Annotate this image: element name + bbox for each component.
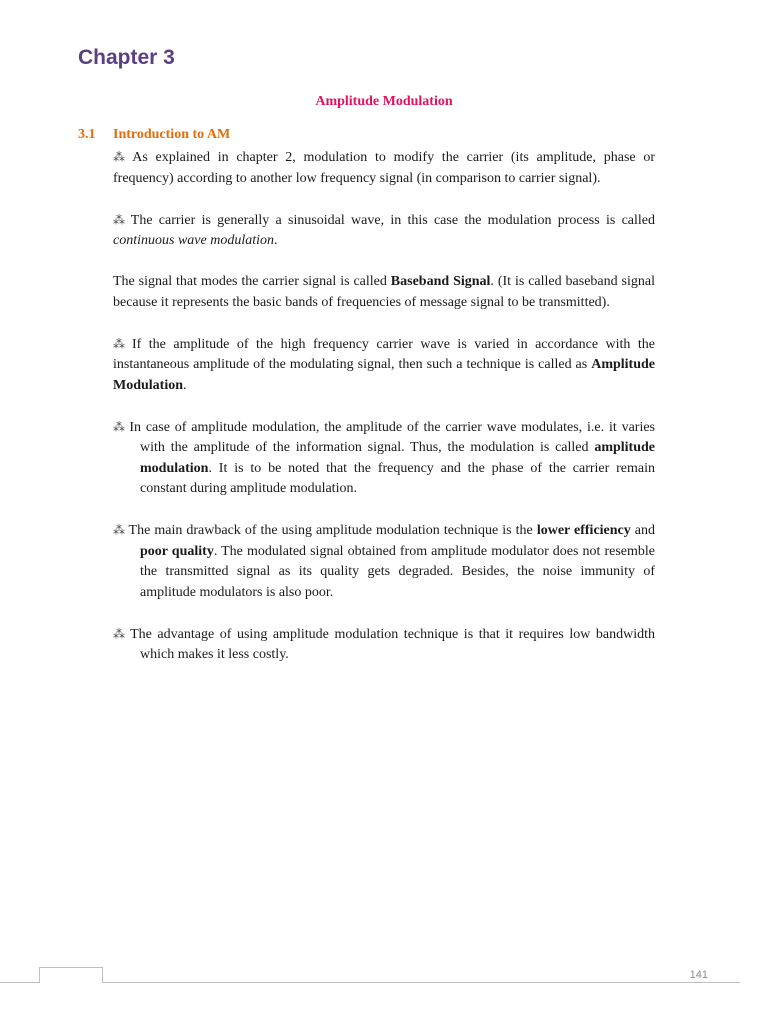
paragraph-text: The advantage of using amplitude modulation technique is that it requires low bandwidth which makes it less costly.	[130, 626, 655, 662]
page-number: 141	[689, 969, 708, 981]
paragraph-text: The carrier is generally a sinusoidal wave, in this case the modulation process is called	[130, 212, 655, 228]
paragraph	[113, 624, 655, 666]
paragraph-text: In case of amplitude modulation, the amplitude of the carrier wave modulates, i.e. it varies with the amplitude of the information signal. Thus, the modulation is called	[129, 419, 655, 455]
bold-term: Baseband Signal	[390, 274, 491, 289]
bold-term: amplitude modulation	[140, 440, 655, 476]
paragraph	[113, 334, 655, 397]
bold-term: lower efficiency	[536, 523, 631, 538]
paragraph	[113, 520, 655, 603]
paragraph	[113, 417, 655, 500]
body-content	[113, 147, 655, 686]
italic-term: continuous wave modulation	[113, 233, 274, 248]
paragraph	[113, 272, 655, 313]
paragraph-text: and	[630, 523, 656, 538]
bullet-icon: ⁂	[113, 212, 128, 227]
footer-divider	[0, 982, 740, 983]
bullet-icon: ⁂	[113, 336, 129, 351]
paragraph-text: .	[274, 233, 278, 248]
bullet-icon: ⁂	[113, 419, 127, 434]
bold-term: Amplitude Modulation	[113, 357, 655, 393]
chapter-heading: Chapter 3	[78, 46, 175, 69]
bold-term: poor quality	[140, 543, 214, 559]
bullet-icon: ⁂	[113, 626, 128, 641]
paragraph-text: If the amplitude of the high frequency carrier wave is varied in accordance with the instantaneous amplitude of the modulating signal, then such a technique is called as	[113, 336, 655, 372]
bullet-icon: ⁂	[113, 150, 130, 164]
paragraph-text: . (It is called baseband signal because it represents the basic bands of frequencies of message signal to be transmitted).	[113, 274, 655, 310]
footer-tab	[39, 967, 103, 983]
paragraph-text: The main drawback of the using amplitude modulation technique is the	[128, 523, 537, 538]
section-heading	[78, 127, 230, 143]
page-title: Amplitude Modulation	[315, 94, 453, 109]
paragraph	[113, 147, 655, 189]
paragraph-text: . The modulated signal obtained from amplitude modulator does not resemble the transmitted signal as its quality gets degraded. Besides, the noise immunity of amplitude modulators is also poor.	[140, 543, 655, 600]
paragraph-text: . It is to be noted that the frequency and the phase of the carrier remain constant during amplitude modulation.	[140, 460, 655, 496]
paragraph-text: As explained in chapter 2, modulation to modify the carrier (its amplitude, phase or frequency) according to another low frequency signal (in comparison to carrier signal).	[113, 150, 656, 186]
paragraph-text: .	[183, 377, 187, 393]
paragraph-text: The signal that modes the carrier signal is called	[113, 274, 391, 289]
paragraph	[113, 210, 655, 252]
bullet-icon: ⁂	[113, 523, 126, 537]
section-title: Introduction to AM	[113, 127, 231, 142]
section-number: 3.1	[78, 127, 96, 142]
